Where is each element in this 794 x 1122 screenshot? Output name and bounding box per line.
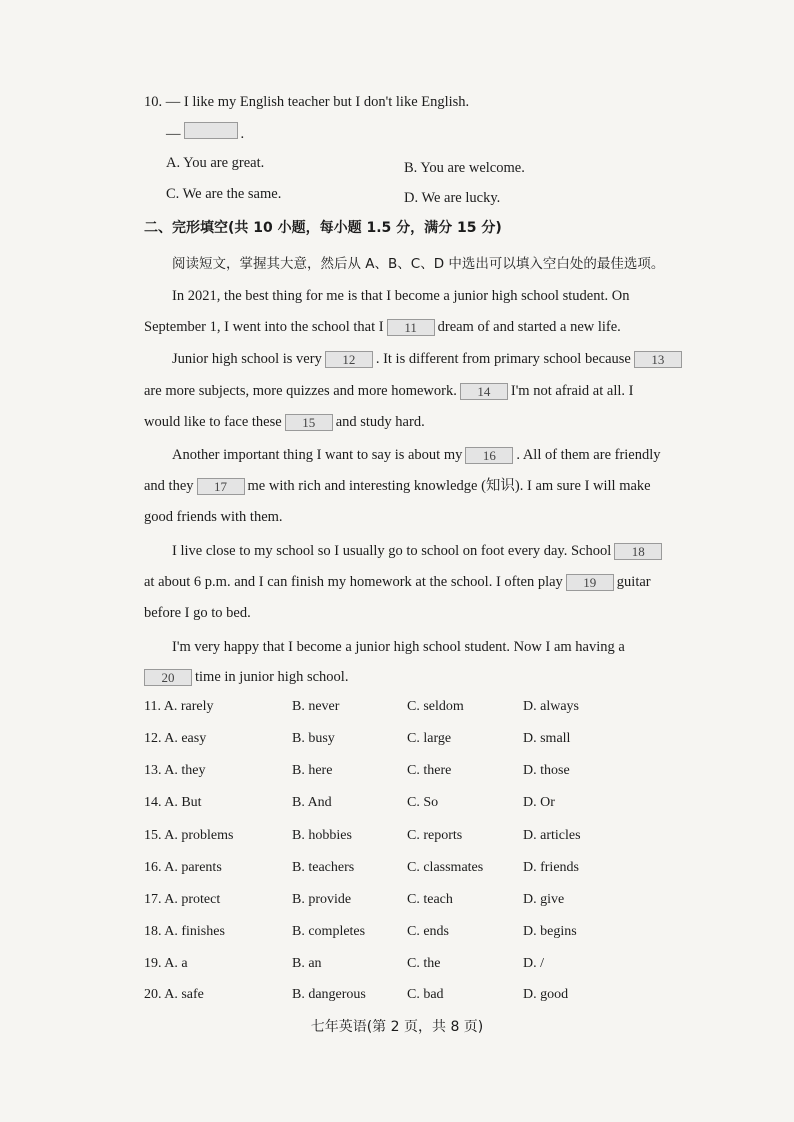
page-footer: 七年英语(第 2 页，共 8 页) <box>310 1019 484 1035</box>
passage-line: at about 6 p.m. and I can finish my homework at the school. I often play 19 guitar <box>144 574 651 590</box>
q10-option-d: D. We are lucky. <box>404 190 501 206</box>
passage-line: before I go to bed. <box>144 605 251 621</box>
exam-page: 10. — I like my English teacher but I don't like English. — . A. You are great. B. You are welcome. C. We are the same. D. We are lucky. 二、完形填空(共 10 小题，每小题 1.5 分，满分 15 分) 阅读短文，掌握其大意，然后从 A、B、C、D 中选出可以填入空白处的最佳选项。 In 2021, the best thing for me is that I become a junior high school student. On September 1, I went into the school that I 11 dream of and started a new life. Junior high school is very 12 . It is different from primary school because 13 are more subjects, more quizzes and more homework. 14 I'm not afraid at all. I would like to face these 15 and study hard. Another important thing I want to say is about my 16 . All of them are friendly and they 17 me with rich and interesting knowledge (知识). I am sure I will make good friends with them. I live close to my school so I usually go to school on foot every day. School 18 at about 6 p.m. and I can finish my homework at the school. I often play 19 guitar before I go to bed. I'm very happy that I become a junior high school student. Now I am having a 20 time in junior high school. 11. A. rarely B. never C. seldom D. always 12. A. easy B. busy C. large D. small 13. A. they B. here C. there D. those 14. A. But B. And C. So D. Or 15. A. problems B. hobbies C. reports D. articles 16. A. parents B. teachers C. classmates D. friends 17. A. protect B. provide C. teach D. give 18. A. finishes B. completes C. ends D. begins 19. A. a B. an C. the D. / 20. A. safe B. dangerous C. bad D. good 七年英语(第 2 页，共 8 页) <box>0 0 794 1122</box>
passage-line: I'm very happy that I become a junior high school student. Now I am having a <box>172 639 625 655</box>
q10-option-c: C. We are the same. <box>166 186 282 202</box>
passage-line: would like to face these 15 and study hard. <box>144 414 425 430</box>
answer-blank[interactable] <box>184 122 238 139</box>
blank-15[interactable]: 15 <box>285 414 333 431</box>
q10-reply: — . <box>166 122 244 144</box>
q10-option-b: B. You are welcome. <box>404 160 525 176</box>
passage-line: Junior high school is very 12 . It is different from primary school because 13 <box>172 349 685 369</box>
blank-20[interactable]: 20 <box>144 669 192 686</box>
passage-line: are more subjects, more quizzes and more homework. 14 I'm not afraid at all. I <box>144 383 634 399</box>
blank-17[interactable]: 17 <box>197 478 245 495</box>
section-instruction: 阅读短文，掌握其大意，然后从 A、B、C、D 中选出可以填入空白处的最佳选项。 <box>172 256 665 272</box>
q10-option-a: A. You are great. <box>166 155 265 171</box>
section-heading: 二、完形填空(共 10 小题，每小题 1.5 分，满分 15 分) <box>144 220 502 236</box>
blank-11[interactable]: 11 <box>387 319 435 336</box>
passage-line: September 1, I went into the school that I 11 dream of and started a new life. <box>144 319 621 335</box>
blank-13[interactable]: 13 <box>634 351 682 368</box>
blank-16[interactable]: 16 <box>465 447 513 464</box>
passage-line: good friends with them. <box>144 509 283 525</box>
blank-14[interactable]: 14 <box>460 383 508 400</box>
blank-12[interactable]: 12 <box>325 351 373 368</box>
passage-line: and they 17 me with rich and interesting knowledge (知识). I am sure I will make <box>144 478 651 494</box>
q10-stem <box>144 92 469 112</box>
dash: — <box>165 94 181 110</box>
passage-line: I live close to my school so I usually go to school on foot every day. School 18 <box>172 541 665 561</box>
q10-number: 10. <box>144 94 163 110</box>
passage-line: Another important thing I want to say is about my 16 . All of them are friendly <box>172 447 661 463</box>
dash: — <box>166 126 181 142</box>
q10-text: I like my English teacher but I don't like English. <box>183 94 470 110</box>
passage-line: 20 time in junior high school. <box>144 667 348 687</box>
blank-19[interactable]: 19 <box>566 574 614 591</box>
blank-18[interactable]: 18 <box>614 543 662 560</box>
passage-line: In 2021, the best thing for me is that I become a junior high school student. On <box>172 288 630 304</box>
